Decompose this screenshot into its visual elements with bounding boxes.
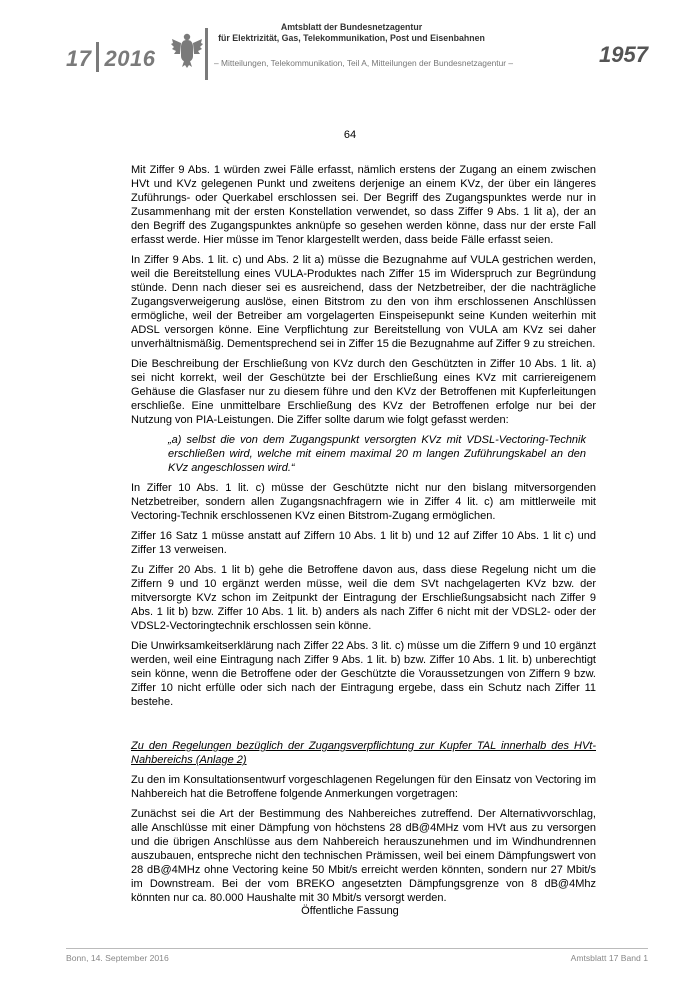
header-divider [205, 28, 208, 80]
paragraph-6: Ziffer 16 Satz 1 müsse anstatt auf Ziffern 10 Abs. 1 lit b) und 12 auf Ziffer 10 Abs. 1 lit c) und Ziffer 13 verweisen. [131, 530, 596, 556]
gazette-title-line1: Amtsblatt der Bundesnetzagentur [280, 22, 423, 32]
gazette-title [214, 22, 489, 44]
federal-eagle-icon [170, 30, 204, 68]
section-heading: Zu den Regelungen bezüglich der Zugangsverpflichtung zur Kupfer TAL innerhalb des HVt-Nahbereichs (Anlage 2) [131, 740, 596, 766]
paragraph-5: In Ziffer 10 Abs. 1 lit. c) müsse der Geschützte nicht nur den bislang mitversorgenden Netzbetreiber, sondern allen Zugangsnachfragern wie in Ziffer 4 lit. c) am mittlerweile mit Vectoring-Technik erschlossenen KVz einen Bitstrom-Zugang ermöglichen. [131, 482, 596, 522]
issue-year: 2016 [104, 46, 156, 71]
footer-place-date: Bonn, 14. September 2016 [66, 953, 169, 963]
page-number: 1957 [599, 42, 648, 67]
paragraph-7: Zu Ziffer 20 Abs. 1 lit b) gehe die Betroffene davon aus, dass diese Regelung nicht um die Ziffern 9 und 10 ergänzt werden müsse, weil die dem SVt nachgelagerten KVz bzw. der mitversorgte KVz schon im Zeitpunkt der Eintragung der Erschließungsabsicht nach Ziffer 9 Abs. 1 lit b) bzw. Ziffer 10 Abs. 1 lit. b) anders als nach Ziffer 6 nicht mit der VDSL2- oder der VDSL2-Vectoringtechnik erschlossen sein könne. [131, 564, 596, 632]
issue-separator [96, 42, 99, 72]
paragraph-8: Die Unwirksamkeitserklärung nach Ziffer 22 Abs. 3 lit. c) müsse um die Ziffern 9 und 10 ergänzt werden, weil eine Eintragung nach Ziffer 9 Abs. 1 lit. b) bzw. Ziffer 10 Abs. 1 lit. b) unberechtigt sein könne, wenn die Betroffene oder der Geschützte die Voraussetzungen von Ziffern 9 bzw. Ziffer 10 nicht erfülle oder sich nach der Eintragung ergebe, dass ein Schutz nach Ziffer 11 bestehe. [131, 640, 596, 708]
paragraph-1: Mit Ziffer 9 Abs. 1 würden zwei Fälle erfasst, nämlich erstens der Zugang an einem zwischen HVt und KVz gelegenen Punkt und zweitens derjenige an einem KVz, der über ein längeres Zuführungs- oder Querkabel erschlossen sei. Der Begriff des Zugangspunktes werde nur in Zusammenhang mit der ersten Konstellation verwendet, so dass Ziffer 9 Abs. 1 lit a), der an den Begriff des Zugangspunktes anknüpfe so gesehen werden könne, dass nur der erste Fall erfasst werde. Hier müsse im Tenor klargestellt werden, dass beide Fälle erfasst seien. [131, 164, 596, 246]
issue-number [66, 42, 155, 72]
paragraph-2: In Ziffer 9 Abs. 1 lit. c) und Abs. 2 lit a) müsse die Bezugnahme auf VULA gestrichen werden, weil die Bereitstellung eines VULA-Produktes nach Ziffer 15 im Widerspruch zur Begründung stünde. Denn nach dieser sei es ausreichend, dass der Netzbetreiber, der die nachträgliche Zugangsverweigerung auslöse, einen Bitstrom zu den von ihm erschlossenen Anschlüssen ermögliche, weil der Betreiber am vorgelagerten Einspeisepunkt seine Kunden weiterhin mit ADSL versorgen könne. Eine Verpflichtung zur Bereitstellung von VULA am KVz sei daher unverhältnismäßig. Dementsprechend sei in Ziffer 15 die Bezugnahme auf Ziffer 9 zu streichen. [131, 254, 596, 350]
issue-number-value: 17 [66, 46, 92, 71]
inner-page-number: 64 [343, 129, 357, 141]
section-paragraph-2: Zunächst sei die Art der Bestimmung des Nahbereiches zutreffend. Der Alternativvorschlag, alle Anschlüsse mit einer Dämpfung von höchstens 28 dB@4MHz vom HVt aus zu versorgen und die übrigen Anschlüsse aus dem Nahbereich herauszunehmen und im Windhundrennen auszubauen, entspreche nicht den technischen Prämissen, weil bei einem Dämpfungswert von 28 dB@4MHz ohne Vectoring keine 50 Mbit/s erreicht werden könnten, sondern nur 27 Mbit/s im Downstream. Bei der vom BREKO angesetzten Dämpfungsgrenze von 8 dB@4Mhz könnten nur ca. 80.000 Haushalte mit 30 Mbit/s versorgt werden. [131, 808, 596, 904]
paragraph-3: Die Beschreibung der Erschließung von KVz durch den Geschützten in Ziffer 10 Abs. 1 lit. a) sei nicht korrekt, weil der Geschützte bei der Erschließung eines KVz mit carriereigenem Gehäuse die Glasfaser nur zu diesem führe und den KVz der Betroffenen mit Kupferleitungen erschließe. Eine unmittelbare Erschließung des KVz der Betroffenen erfolge nur bei der Nutzung von PIA-Leistungen. Die Ziffer sollte darum wie folgt gefasst werden: [131, 358, 596, 426]
quote-paragraph: „a) selbst die von dem Zugangspunkt versorgten KVz mit VDSL-Vectoring-Technik erschließen wird, welche mit einem maximal 20 m langen Zuführungskabel an den KVz angeschlossen wird.“ [168, 434, 586, 474]
document-body [131, 163, 596, 911]
footer-divider [66, 948, 648, 949]
footer-volume: Amtsblatt 17 Band 1 [570, 953, 648, 963]
gazette-subtitle: – Mitteilungen, Telekommunikation, Teil A, Mitteilungen der Bundesnetzagentur – [214, 58, 514, 68]
public-version-label: Öffentliche Fassung [301, 905, 399, 917]
section-paragraph-1: Zu den im Konsultationsentwurf vorgeschlagenen Regelungen für den Einsatz von Vectoring im Nahbereich hat die Betroffene folgende Anmerkungen vorgetragen: [131, 774, 596, 800]
gazette-title-line2: für Elektrizität, Gas, Telekommunikation, Post und Eisenbahnen [218, 33, 485, 43]
